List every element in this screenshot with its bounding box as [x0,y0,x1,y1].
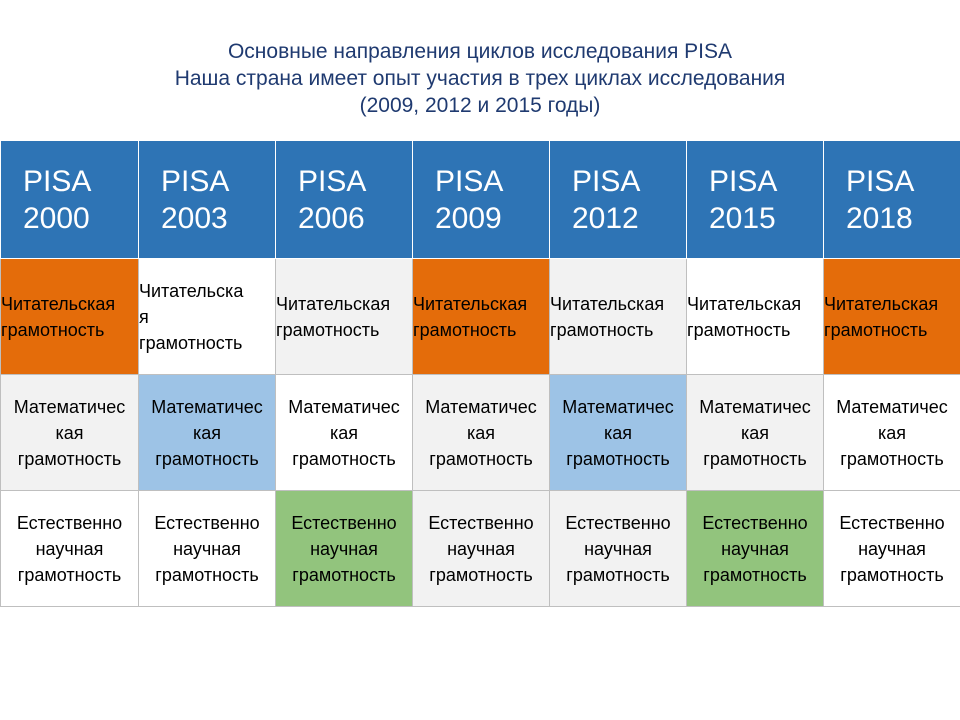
reading-cell-2003: Читательска я грамотность [139,259,276,375]
title-line-3: (2009, 2012 и 2015 годы) [359,94,601,117]
math-cell-2018: Математичес кая грамотность [824,375,960,491]
cycle-header-2000: PISA 2000 [1,141,139,259]
science-cell-2003: Естественно научная грамотность [139,491,276,607]
science-cell-2012: Естественно научная грамотность [550,491,687,607]
header-row [1,141,960,259]
science-cell-2000: Естественно научная грамотность [1,491,139,607]
math-cell-2012: Математичес кая грамотность [550,375,687,491]
title-line-1: Основные направления циклов исследования PISA [227,40,733,63]
science-cell-2018: Естественно научная грамотность [824,491,960,607]
math-cell-2000: Математичес кая грамотность [1,375,139,491]
math-cell-2006: Математичес кая грамотность [276,375,413,491]
cycle-header-2006: PISA 2006 [276,141,413,259]
math-cell-2009: Математичес кая грамотность [413,375,550,491]
reading-row [1,259,960,375]
reading-cell-2012: Читательская грамотность [550,259,687,375]
cycle-header-2012: PISA 2012 [550,141,687,259]
reading-cell-2006: Читательская грамотность [276,259,413,375]
cycle-header-2015: PISA 2015 [687,141,824,259]
science-cell-2009: Естественно научная грамотность [413,491,550,607]
pisa-cycles-table [0,140,960,607]
reading-cell-2009: Читательская грамотность [413,259,550,375]
reading-cell-2015: Читательская грамотность [687,259,824,375]
math-cell-2015: Математичес кая грамотность [687,375,824,491]
slide-title [0,38,960,119]
science-cell-2006: Естественно научная грамотность [276,491,413,607]
science-row [1,491,960,607]
cycle-header-2003: PISA 2003 [139,141,276,259]
math-row [1,375,960,491]
math-cell-2003: Математичес кая грамотность [139,375,276,491]
reading-cell-2000: Читательская грамотность [1,259,139,375]
reading-cell-2018: Читательская грамотность [824,259,960,375]
title-line-2: Наша страна имеет опыт участия в трех циклах исследования [174,67,786,90]
cycle-header-2018: PISA 2018 [824,141,960,259]
science-cell-2015: Естественно научная грамотность [687,491,824,607]
cycle-header-2009: PISA 2009 [413,141,550,259]
